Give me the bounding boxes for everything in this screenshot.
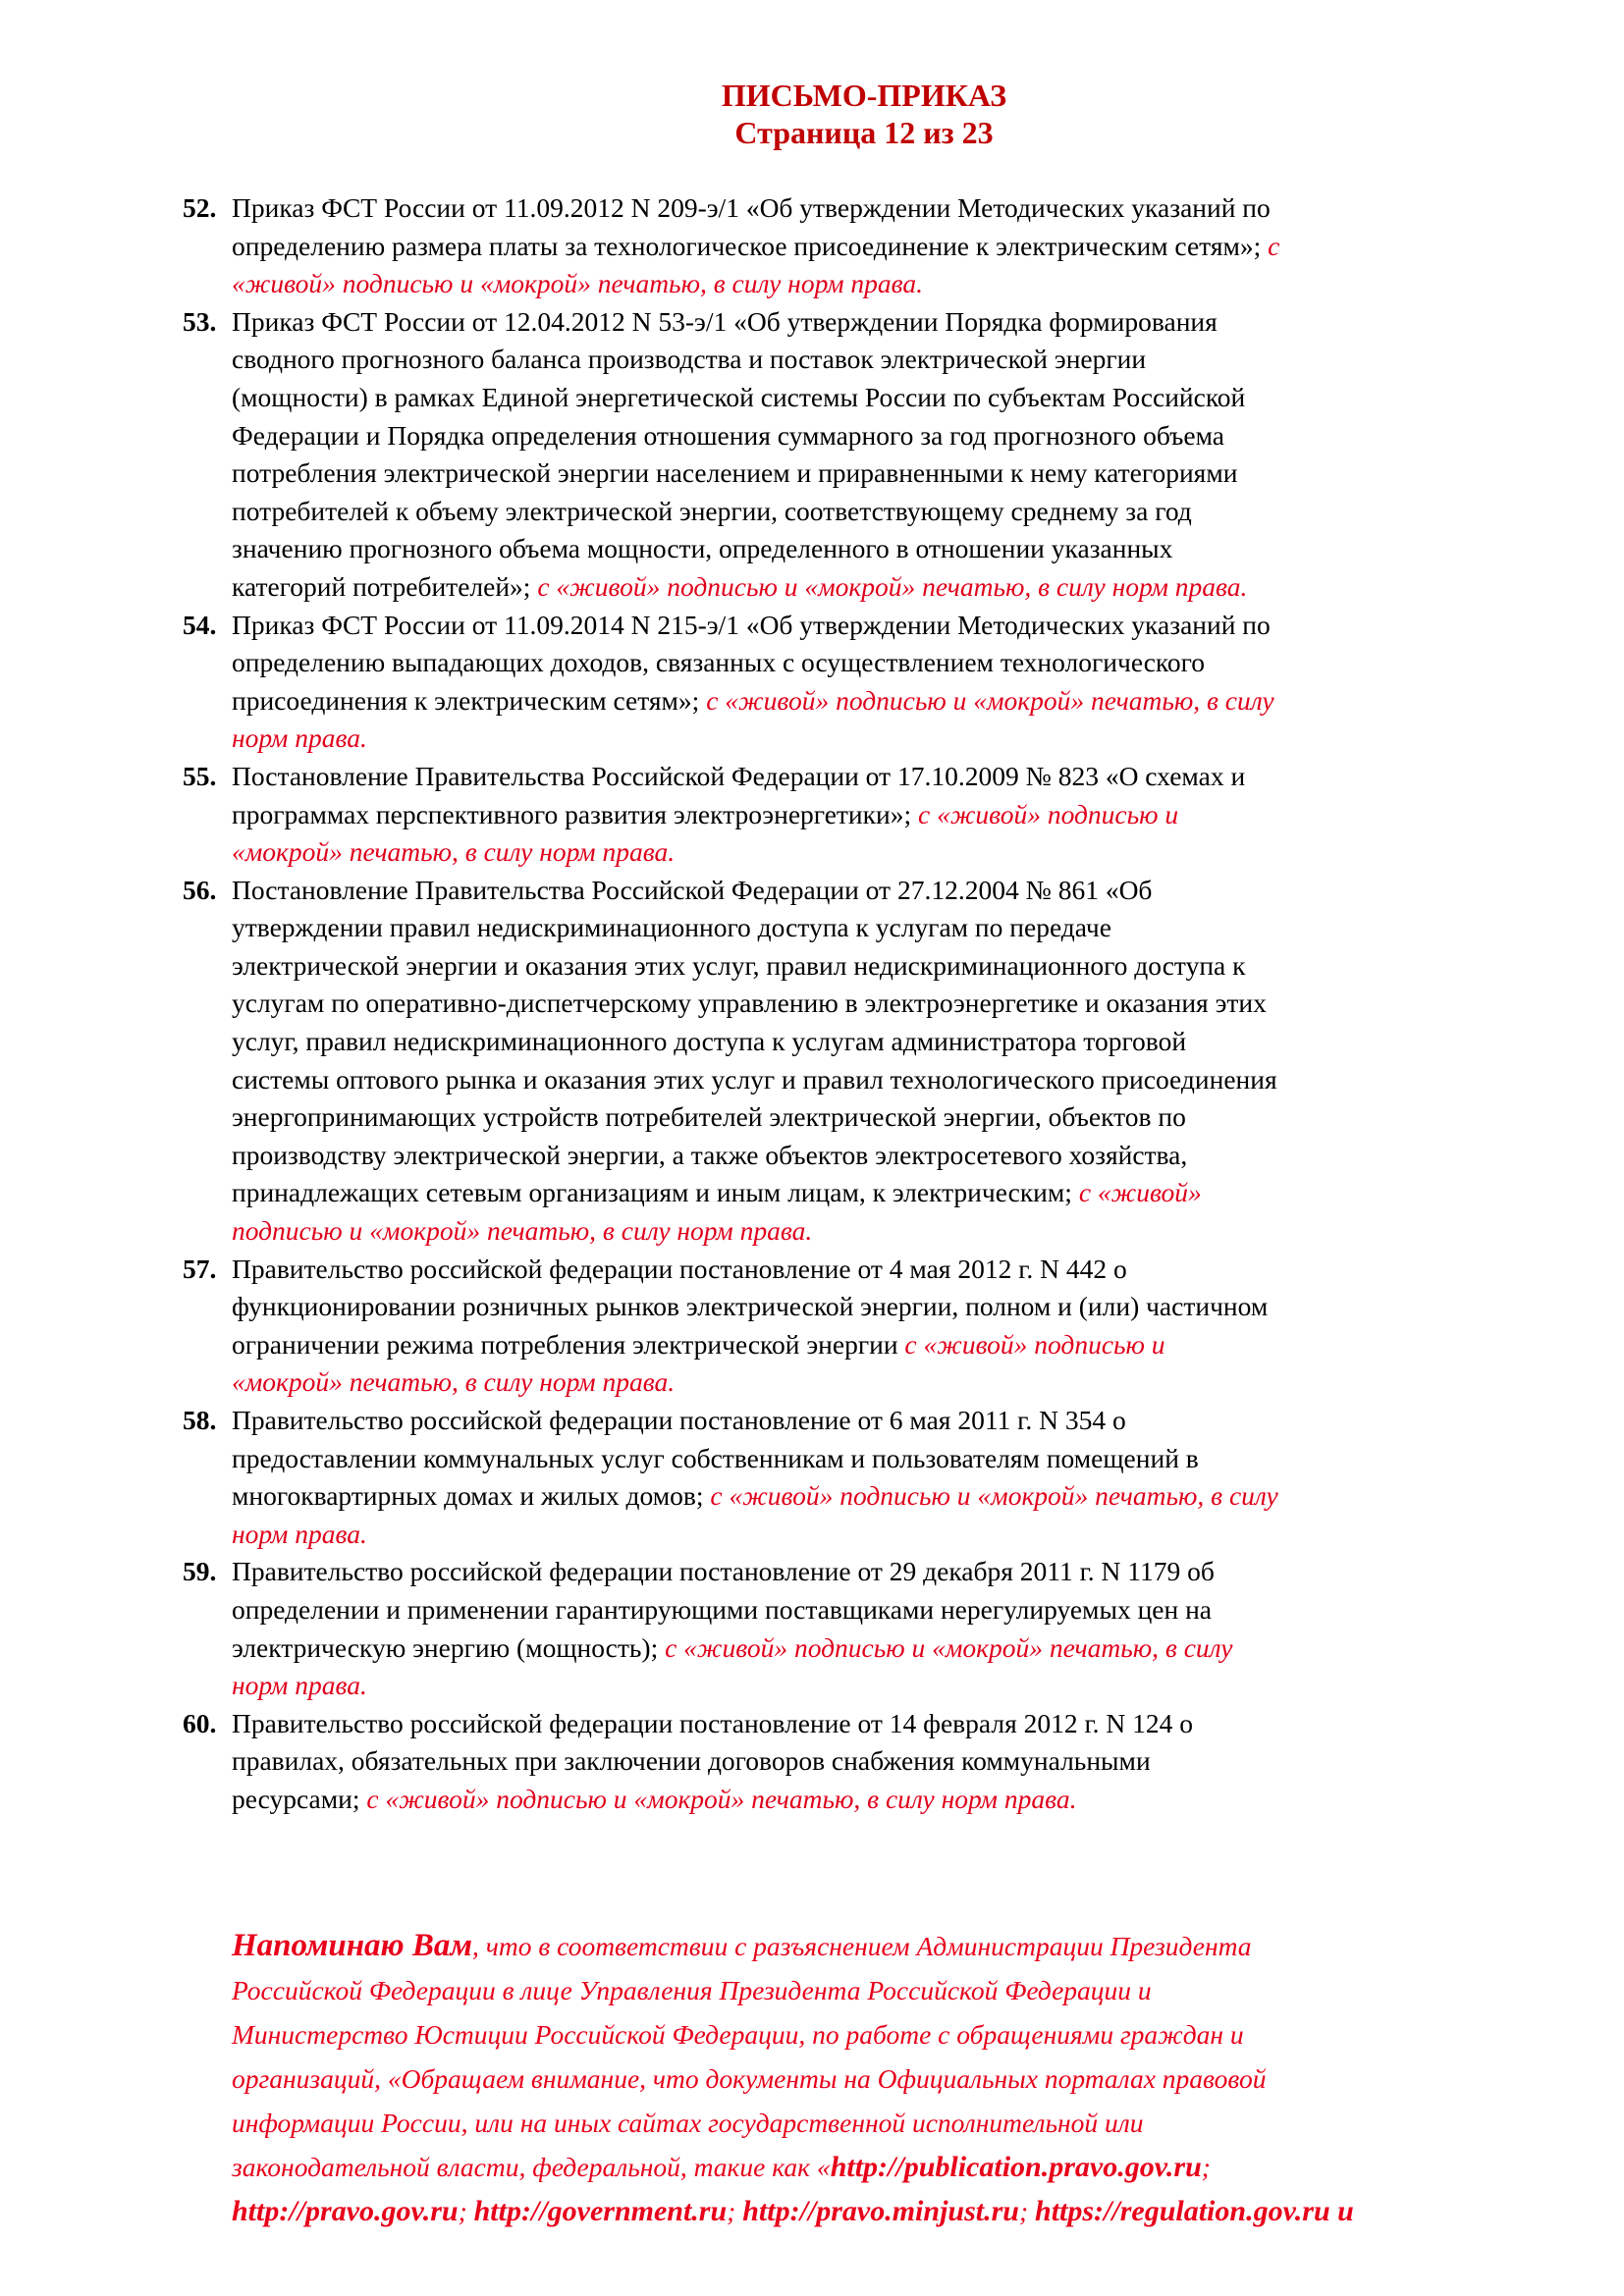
item-text: категорий потребителей»; (232, 570, 538, 602)
item-line (232, 1629, 1538, 1668)
item-line (232, 379, 1538, 417)
item-line (232, 720, 1538, 758)
item-line (232, 872, 1538, 910)
item-number: 54. (183, 609, 217, 640)
item-text: Правительство российской федерации постановление от 6 мая 2011 г. N 354 о (232, 1405, 1126, 1435)
item-line (232, 228, 1538, 266)
item-line (232, 909, 1538, 947)
item-line (232, 1326, 1538, 1364)
item-line (232, 1477, 1538, 1516)
item-text: определению размера платы за технологическое присоединение к электрическим сетям»; (232, 230, 1269, 261)
notice-lead: Напоминаю Вам (232, 1928, 473, 1963)
notice-text: организаций, «Обращаем внимание, что документы на Официальных порталах правовой (232, 2063, 1267, 2094)
list-item (183, 1705, 1538, 1819)
item-line (232, 454, 1538, 493)
notice-paragraph (232, 1924, 1567, 2233)
item-text: электрическую энергию (мощность); (232, 1631, 666, 1663)
item-text: Постановление Правительства Российской Федерации от 17.10.2009 № 823 «О схемах и (232, 760, 1246, 791)
item-line (232, 682, 1538, 721)
item-line (232, 1137, 1538, 1175)
signature-note: с «живой» подписью и «мокрой» печатью, в силу (665, 1631, 1233, 1663)
signature-note: с «живой» подписью и «мокрой» печатью, в силу (710, 1480, 1278, 1512)
document-title: ПИСЬМО-ПРИКАЗ (721, 78, 1007, 113)
page-indicator: Страница 12 из 23 (734, 115, 994, 150)
item-text: сводного прогнозного баланса производства и поставок электрической энергии (232, 344, 1147, 375)
item-line (232, 530, 1538, 568)
item-line (232, 568, 1538, 607)
separator: ; (458, 2196, 467, 2226)
signature-note: с «живой» подписью и «мокрой» печатью, в силу норм права. (537, 570, 1248, 602)
item-line (232, 1098, 1538, 1137)
item-text: ресурсами; (232, 1783, 367, 1814)
separator: ; (1201, 2152, 1211, 2182)
signature-note: «живой» подписью и «мокрой» печатью, в силу норм права. (232, 268, 924, 299)
item-text: принадлежащих сетевым организациям и иным лицам, к электрическим; (232, 1177, 1079, 1208)
signature-note: с «живой» подписью и «мокрой» печатью, в силу норм права. (366, 1783, 1077, 1814)
item-text: энергопринимающих устройств потребителей электрической энергии, объектов по (232, 1101, 1186, 1133)
signature-note: норм права. (232, 1518, 367, 1549)
signature-note: с «живой» подписью и (917, 798, 1179, 829)
list-item (183, 758, 1538, 872)
link-pravo-minjust[interactable]: http://pravo.minjust.ru (742, 2195, 1019, 2227)
signature-note: «мокрой» печатью, в силу норм права. (232, 1366, 676, 1398)
item-text: услугам по оперативно-диспетчерскому управлению в электроэнергетике и оказания этих (232, 988, 1267, 1019)
item-text: услуг, правил недискриминационного доступа к услугам администратора торговой (232, 1026, 1187, 1057)
item-line (232, 1023, 1538, 1061)
signature-note: с «живой» (1078, 1177, 1202, 1208)
item-number: 60. (183, 1707, 217, 1738)
list-item (183, 189, 1538, 303)
item-text: функционировании розничных рынков электрической энергии, полном и (или) частичном (232, 1291, 1269, 1322)
link-regulation[interactable]: https://regulation.gov.ru (1035, 2195, 1330, 2227)
notice-text: , что в соответствии с разъяснением Администрации Президента (472, 1931, 1252, 1961)
item-text: (мощности) в рамках Единой энергетической системы России по субъектам Российской (232, 381, 1246, 412)
item-line (232, 758, 1538, 796)
item-text: ограничении режима потребления электрической энергии (232, 1328, 905, 1360)
item-text: Приказ ФСТ России от 12.04.2012 N 53-э/1 «Об утверждении Порядка формирования (232, 305, 1218, 337)
item-text: Постановление Правительства Российской Федерации от 27.12.2004 № 861 «Об (232, 874, 1153, 905)
separator: ; (727, 2196, 736, 2226)
item-line (232, 644, 1538, 682)
item-line (232, 417, 1538, 455)
item-line (232, 607, 1538, 645)
item-number: 56. (183, 874, 217, 905)
item-text: многоквартирных домах и жилых домов; (232, 1480, 711, 1512)
item-text: правилах, обязательных при заключении договоров снабжения коммунальными (232, 1745, 1151, 1777)
item-text: потребителей к объему электрической энергии, соответствующему среднему за год (232, 495, 1192, 526)
item-text: Приказ ФСТ России от 11.09.2014 N 215-э/1 «Об утверждении Методических указаний по (232, 609, 1271, 640)
item-text: Правительство российской федерации постановление от 14 февраля 2012 г. N 124 о (232, 1707, 1194, 1738)
item-text: системы оптового рынка и оказания этих услуг и правил технологического присоединения (232, 1063, 1277, 1095)
item-text: присоединения к электрическим сетям»; (232, 684, 707, 716)
item-text: электрической энергии и оказания этих услуг, правил недискриминационного доступа к (232, 949, 1246, 981)
item-text: Правительство российской федерации постановление от 29 декабря 2011 г. N 1179 об (232, 1556, 1215, 1587)
item-line (232, 1363, 1538, 1402)
item-line (232, 1667, 1538, 1705)
notice-text: информации России, или на иных сайтах государственной исполнительной или (232, 2108, 1144, 2138)
item-line (232, 1251, 1538, 1289)
item-line (232, 303, 1538, 342)
list-item (183, 872, 1538, 1251)
item-number: 59. (183, 1556, 217, 1587)
item-line (232, 189, 1538, 228)
item-line (232, 1553, 1538, 1591)
list-item (183, 303, 1538, 607)
item-line (232, 1440, 1538, 1478)
signature-note: с «живой» подписью и «мокрой» печатью, в силу (706, 684, 1274, 716)
item-line (232, 265, 1538, 303)
notice-text: Российской Федерации в лице Управления Президента Российской Федерации и (232, 1975, 1152, 2005)
signature-note: подписью и «мокрой» печатью, в силу норм права. (232, 1215, 813, 1247)
signature-note: с «живой» подписью и (904, 1328, 1165, 1360)
notice-tail: и (1329, 2195, 1354, 2227)
item-text: программах перспективного развития электроэнергетики»; (232, 798, 918, 829)
link-publication-pravo[interactable]: http://publication.pravo.gov.ru (830, 2151, 1202, 2183)
item-line (232, 833, 1538, 872)
item-text: Правительство российской федерации постановление от 4 мая 2012 г. N 442 о (232, 1253, 1127, 1284)
item-line (232, 1402, 1538, 1440)
item-line (232, 1516, 1538, 1554)
list-item (183, 1251, 1538, 1402)
item-text: потребления электрической энергии населением и приравненными к нему категориями (232, 457, 1238, 489)
signature-note: с (1268, 230, 1280, 261)
item-number: 57. (183, 1253, 217, 1284)
item-text: значению прогнозного объема мощности, определенного в отношении указанных (232, 533, 1173, 564)
link-government[interactable]: http://government.ru (473, 2195, 728, 2227)
item-text: определению выпадающих доходов, связанных с осуществлением технологического (232, 647, 1205, 678)
item-line (232, 1705, 1538, 1743)
item-number: 58. (183, 1405, 217, 1435)
item-text: определении и применении гарантирующими поставщиками нерегулируемых цен на (232, 1593, 1213, 1625)
item-text: Приказ ФСТ России от 11.09.2012 N 209-э/1 «Об утверждении Методических указаний по (232, 192, 1271, 223)
item-line (232, 493, 1538, 531)
item-line (232, 985, 1538, 1023)
notice-text: Министерство Юстиции Российской Федерации, по работе с обращениями граждан и (232, 2019, 1244, 2050)
item-line (232, 1174, 1538, 1212)
link-pravo[interactable]: http://pravo.gov.ru (232, 2195, 459, 2227)
document-header (0, 77, 1624, 151)
item-text: утверждении правил недискриминационного доступа к услугам по передаче (232, 912, 1111, 943)
regulations-list (183, 189, 1538, 1819)
item-text: Федерации и Порядка определения отношения суммарного за год прогнозного объема (232, 419, 1224, 451)
item-line (232, 341, 1538, 379)
item-line (232, 1742, 1538, 1781)
separator: ; (1018, 2196, 1029, 2226)
list-item (183, 1402, 1538, 1553)
item-number: 53. (183, 305, 217, 337)
item-number: 52. (183, 192, 217, 223)
signature-note: норм права. (232, 722, 367, 754)
item-number: 55. (183, 760, 217, 791)
item-text: производству электрической энергии, а также объектов электросетевого хозяйства, (232, 1139, 1188, 1170)
item-line (232, 1061, 1538, 1099)
list-item (183, 1553, 1538, 1704)
item-line (232, 1591, 1538, 1629)
item-line (232, 1781, 1538, 1819)
item-line (232, 1288, 1538, 1326)
notice-text: законодательной власти, федеральной, такие как « (232, 2152, 831, 2182)
item-line (232, 796, 1538, 834)
signature-note: норм права. (232, 1670, 367, 1701)
item-text: предоставлении коммунальных услуг собственникам и пользователям помещений в (232, 1442, 1199, 1473)
item-line (232, 947, 1538, 986)
item-line (232, 1212, 1538, 1251)
list-item (183, 607, 1538, 758)
signature-note: «мокрой» печатью, в силу норм права. (232, 836, 676, 868)
